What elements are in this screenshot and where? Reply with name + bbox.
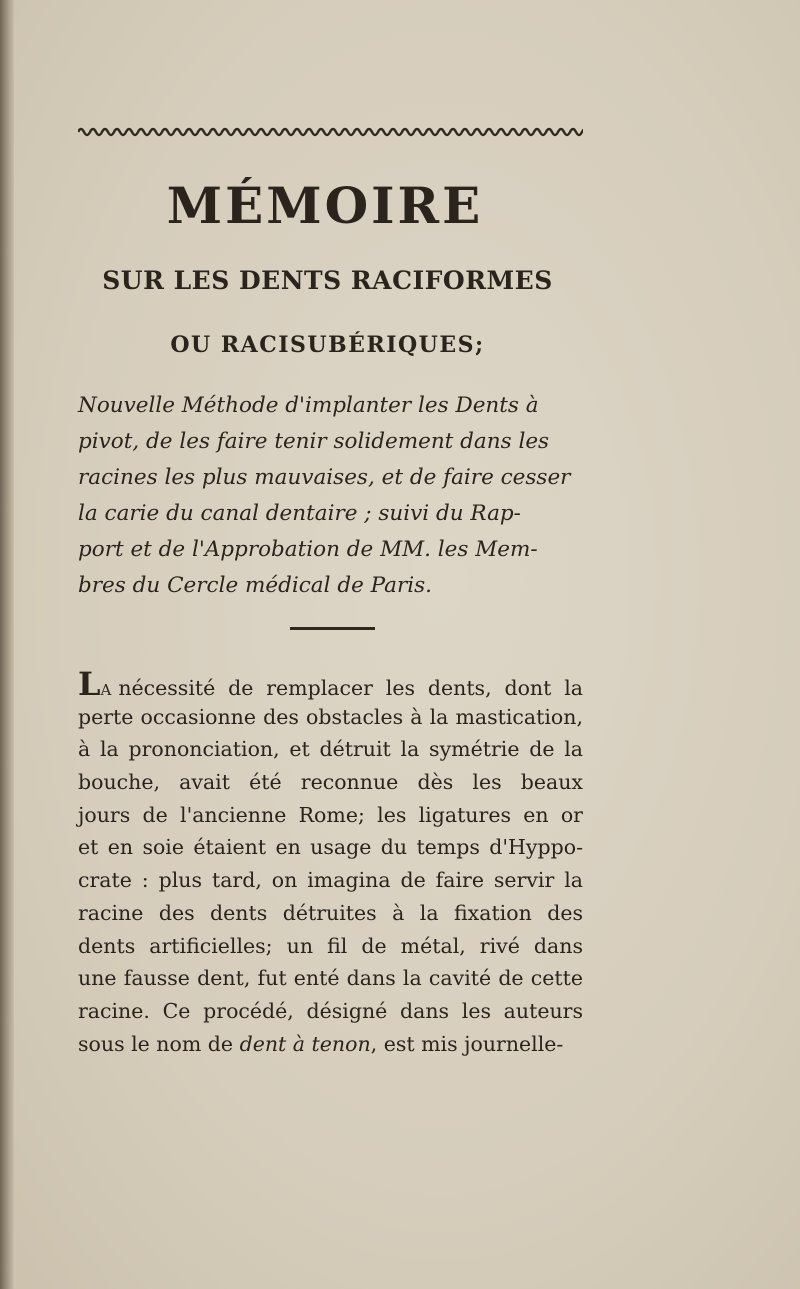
body-line: crate : plus tard, on imagina de faire servir la (78, 868, 583, 893)
body-paragraph (78, 665, 583, 1060)
body-line: bouche, avait été reconnue dès les beaux (78, 770, 583, 795)
body-first-line (78, 665, 583, 703)
drop-cap: L (78, 665, 101, 703)
body-last-line (78, 1028, 583, 1061)
decorative-wavy-rule (78, 122, 583, 142)
body-line: et en soie étaient en usage du temps d'Hyppo- (78, 835, 583, 860)
subtitle-line-1: SUR LES DENTS RACIFORMES (102, 266, 553, 295)
drop-cap-rest: A (100, 681, 113, 699)
italic-line: port et de l'Approbation de MM. les Mem- (78, 537, 538, 562)
italic-line: bres du Cercle médical de Paris. (78, 573, 432, 598)
body-line: une fausse dent, fut enté dans la cavité de cette (78, 966, 583, 991)
page-title: MÉMOIRE (166, 176, 484, 235)
italic-line: racines les plus mauvaises, et de faire cesser (78, 465, 571, 490)
body-line: jours de l'ancienne Rome; les ligatures en or (78, 802, 583, 827)
last-line-after: , est mis journelle- (370, 1031, 564, 1056)
section-divider (290, 627, 375, 630)
italic-description (78, 388, 594, 604)
body-line: racine. Ce procédé, désigné dans les auteurs (78, 998, 583, 1023)
body-line: perte occasionne des obstacles à la mastication, (78, 704, 583, 729)
body-line: dents artificielles; un fil de métal, rivé dans (78, 933, 583, 958)
last-line-before: sous le nom de (78, 1031, 234, 1056)
body-line: à la prononciation, et détruit la symétrie de la (78, 737, 583, 762)
italic-line: Nouvelle Méthode d'implanter les Dents à (78, 393, 539, 418)
italic-line: pivot, de les faire tenir solidement dans les (78, 429, 550, 454)
italic-line: la carie du canal dentaire ; suivi du Rap- (78, 501, 521, 526)
term-dent-a-tenon: dent à tenon (239, 1031, 371, 1056)
subtitle-line-2: OU RACISUBÉRIQUES; (170, 332, 485, 358)
body-line: racine des dents détruites à la fixation des (78, 900, 583, 925)
first-line-text: nécessité de remplacer les dents, dont la (118, 676, 583, 700)
